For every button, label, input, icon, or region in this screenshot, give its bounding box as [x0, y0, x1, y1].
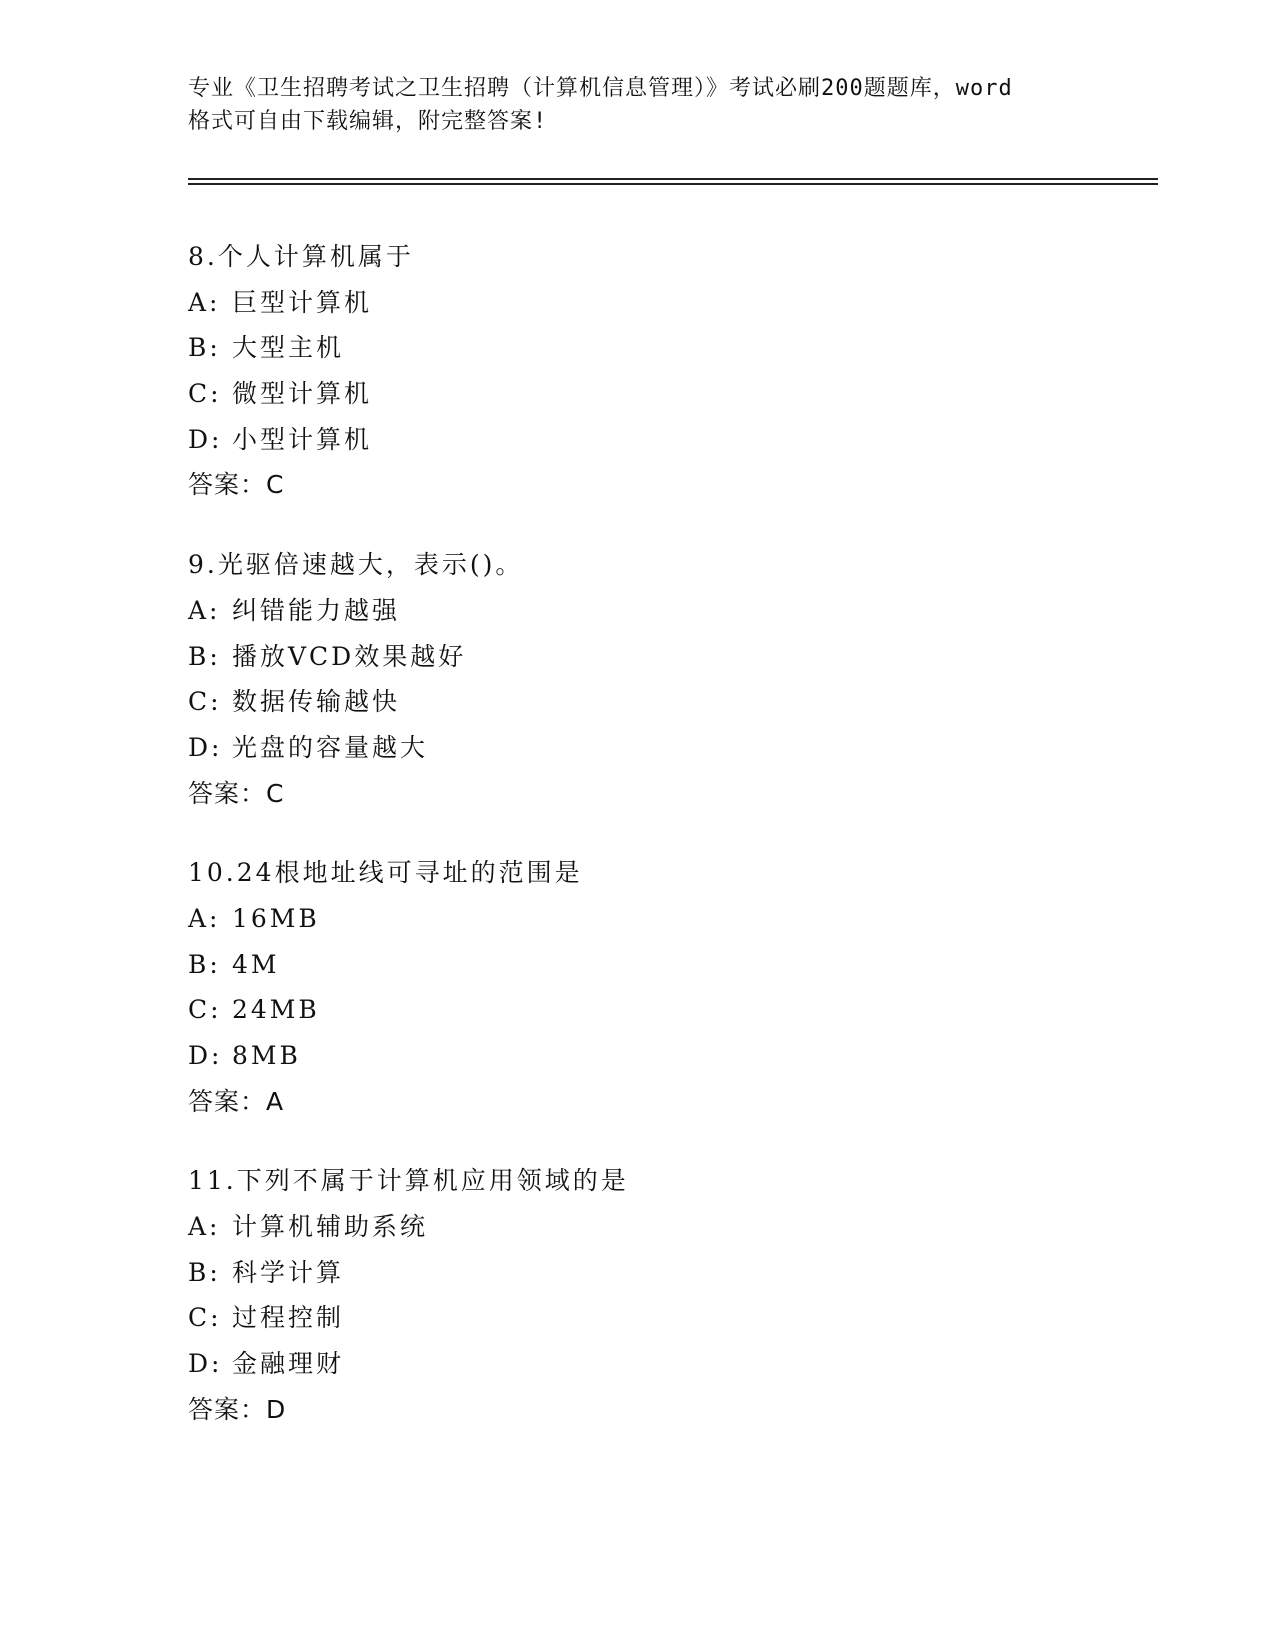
header-divider-bottom: [188, 183, 1158, 185]
option-letter: A:: [188, 287, 221, 317]
option-text: 纠错能力越强: [232, 595, 401, 625]
option-letter: C:: [188, 379, 222, 409]
question-item: [188, 542, 1088, 816]
answer-line: 答案：C: [188, 778, 285, 808]
option-letter: D:: [188, 1041, 223, 1070]
option-c: [188, 371, 1088, 417]
header-divider-top: [188, 178, 1158, 180]
option-letter: B:: [188, 333, 221, 363]
header-title-line-2: 格式可自由下载编辑，附完整答案!: [188, 109, 548, 134]
question-stem: 10.24根地址线可寻址的范围是: [188, 858, 583, 888]
question-stem: 11.下列不属于计算机应用领域的是: [188, 1166, 629, 1196]
question-stem: 8.个人计算机属于: [188, 242, 414, 271]
option-letter: D:: [188, 424, 223, 454]
option-c: [188, 679, 1088, 725]
option-text: 大型主机: [232, 333, 345, 363]
answer-line: 答案：D: [188, 1394, 287, 1424]
option-d: [188, 1341, 1088, 1387]
option-text: 4M: [232, 949, 280, 979]
option-text: 科学计算: [232, 1257, 345, 1287]
document-header: [188, 72, 1088, 138]
option-b: [188, 1250, 1088, 1296]
answer-line: 答案：A: [188, 1086, 285, 1116]
option-text: 过程控制: [232, 1303, 345, 1333]
question-item: [188, 234, 1088, 508]
question-stem: 9.光驱倍速越大，表示()。: [188, 550, 524, 580]
option-b: [188, 634, 1088, 680]
option-a: [188, 588, 1088, 634]
option-letter: C:: [188, 1303, 222, 1333]
option-a: [188, 280, 1088, 326]
option-letter: A:: [188, 903, 221, 933]
option-c: [188, 1295, 1088, 1341]
option-text: 24MB: [232, 995, 320, 1025]
option-c: [188, 987, 1088, 1033]
option-text: 光盘的容量越大: [232, 732, 429, 762]
option-b: [188, 942, 1088, 988]
option-text: 8MB: [232, 1041, 301, 1070]
header-title-line-1: 专业《卫生招聘考试之卫生招聘（计算机信息管理）》考试必刷200题题库，word: [188, 76, 1013, 101]
option-letter: C:: [188, 995, 222, 1025]
option-text: 小型计算机: [232, 424, 373, 454]
option-text: 金融理财: [232, 1349, 345, 1379]
option-text: 数据传输越快: [232, 687, 401, 717]
question-item: [188, 1158, 1088, 1432]
question-item: [188, 850, 1088, 1124]
option-d: [188, 417, 1088, 463]
option-a: [188, 896, 1088, 942]
option-text: 巨型计算机: [232, 287, 373, 317]
option-text: 微型计算机: [232, 379, 373, 409]
option-text: 16MB: [232, 903, 320, 933]
option-letter: A:: [188, 595, 221, 625]
option-letter: C:: [188, 687, 222, 717]
option-a: [188, 1204, 1088, 1250]
option-letter: B:: [188, 641, 221, 671]
option-letter: A:: [188, 1212, 221, 1242]
option-letter: B:: [188, 1257, 221, 1287]
option-text: 计算机辅助系统: [232, 1212, 429, 1242]
option-d: [188, 725, 1088, 771]
option-letter: D:: [188, 732, 223, 762]
option-text: 播放VCD效果越好: [232, 641, 467, 671]
option-b: [188, 325, 1088, 371]
answer-line: 答案：C: [188, 470, 285, 500]
option-d: [188, 1033, 1088, 1079]
option-letter: D:: [188, 1349, 223, 1379]
question-list: [188, 234, 1088, 1467]
option-letter: B:: [188, 949, 221, 979]
